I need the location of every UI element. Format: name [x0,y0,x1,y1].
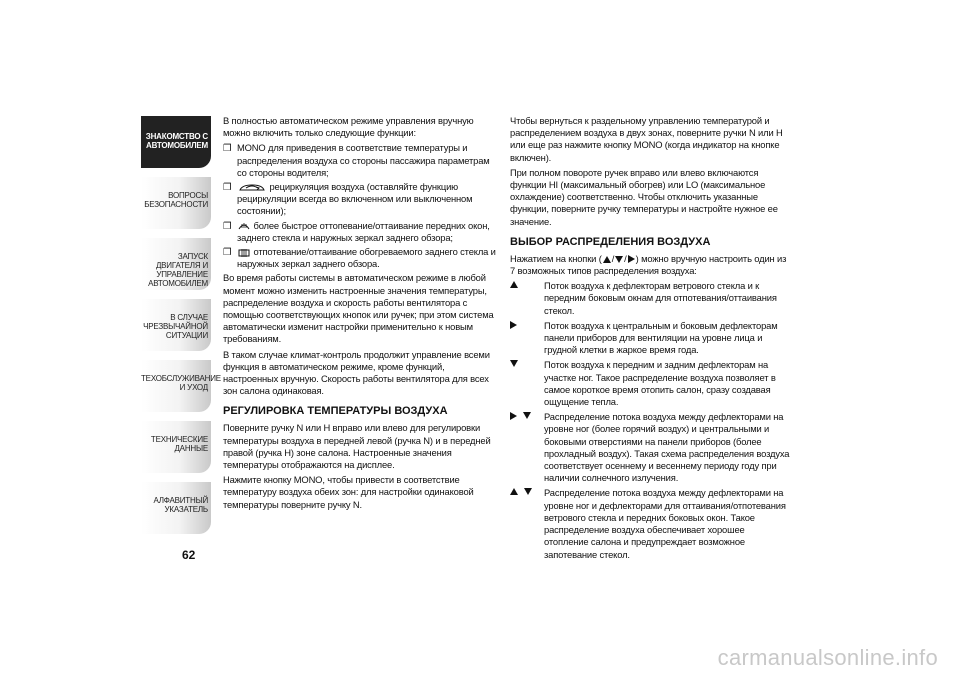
distribution-option [510,359,790,408]
distribution-option [510,411,790,484]
tab-index[interactable] [141,482,211,534]
arrow-up-icon [510,488,518,495]
option-text: Распределение потока воздуха между дефлекторами на уровне ног (более горячий воздух) и центральными и боковыми отверстиями на панели приборов (более прохладный воздух). Такая схема распределения воздуха соответствует осеннему и весеннему периоду году при наличии солнечного излучения. [544,411,790,484]
page-number: 62 [182,548,196,562]
arrow-down-icon [524,488,532,495]
intro-text: ) можно вручную настроить один из 7 возможных типов распределения воздуха: [510,252,787,277]
option-text: Поток воздуха к центральным и боковым дефлекторам панели приборов для вентиляции на уровне лица и грудной клетки в жаркое время года. [544,319,778,356]
list-item-text: рециркуляция воздуха (оставляйте функцию рециркуляции всегда во включенном или выключенном состоянии); [237,181,473,217]
arrow-right-icon [510,412,517,420]
arrow-right-icon [628,255,635,263]
arrow-down-icon [523,412,531,419]
watermark: carmanualsonline.info [717,645,938,670]
paragraph: Чтобы вернуться к раздельному управлению температурой и распределением воздуха в двух зонах, поверните ручки N или H или еще раз нажмите кнопку MONO (когда индикатор на кнопке включен). [510,115,783,163]
bullet-mark: ❒ [223,142,232,154]
tab-label: ТЕХОБСЛУЖИВАНИЕ И УХОД [141,374,221,392]
arrow-down-icon [510,360,518,367]
section-heading: ВЫБОР РАСПРЕДЕЛЕНИЯ ВОЗДУХА [510,235,711,248]
tab-label: ЗАПУСК ДВИГАТЕЛЯ И УПРАВЛЕНИЕ АВТОМОБИЛЕМ [148,252,208,288]
separator: / [611,252,615,264]
option-text: Распределение потока воздуха между дефлекторами на уровне ног и дефлекторами для оттаивания/отпотевания ветрового стекла и передних боковых окон. Такое распределение воздуха обеспечивает хорошее отопление салона и предупреждает возможное запотевание стекол. [544,487,786,560]
list-item [223,142,498,179]
option-text: Поток воздуха к передним и задним дефлекторам на участке ног. Такое распределение воздуха позволяет в самое короткое время отопить салон, сразу создавая ощущение тепла. [544,359,776,408]
tab-label: АЛФАВИТНЫЙ УКАЗАТЕЛЬ [153,496,208,514]
paragraph [510,253,790,277]
list-item-text: более быстрое оттопевание/оттаивание передних окон, заднего стекла и наружных зеркал заднего обзора; [237,219,490,243]
list-item-text: отпотевание/оттаивание обогреваемого заднего стекла и наружных зеркал заднего обзора. [237,246,496,270]
tab-safety[interactable] [141,177,211,229]
arrow-up-icon [603,256,611,263]
intro-paragraph: В полностью автоматическом режиме управления вручную можно включить только следующие функции: [223,115,474,139]
separator: / [624,252,627,264]
list-item [223,220,498,244]
paragraph: Нажмите кнопку MONO, чтобы привести в соответствие температуру воздуха обеих зон: для настройки одинаковой температуры поверните ручку N. [223,474,474,510]
distribution-option [510,280,790,317]
tab-label: В СЛУЧАЕ ЧРЕЗВЫЧАЙНОЙ СИТУАЦИИ [143,313,208,340]
list-item-text: MONO для приведения в соответствие температуры и распределения воздуха со стороны пассажира параметрам со стороны водителя; [237,142,490,178]
recirculation-icon [238,183,266,193]
distribution-option [510,487,790,560]
tab-intro[interactable] [141,116,211,168]
tab-tech-data[interactable] [141,421,211,473]
arrow-up-icon [510,281,518,288]
paragraph: В таком случае климат-контроль продолжит управление всеми функция в автоматическом режиме, кроме функций, настроенных вручную. Скорость работы вентилятора для всех зон салона одинаковая. [223,348,490,397]
chapter-sidebar [141,116,221,543]
bullet-mark: ❒ [223,246,232,258]
arrow-down-icon [615,256,623,263]
tab-maintenance[interactable] [141,360,221,412]
paragraph: Поверните ручку N или H вправо или влево для регулировки температуры воздуха в передней левой (ручка N) и в передней правой (ручка H) зоне салона. Настроенные значения температуры отображаются на дисплее. [223,422,491,471]
tab-starting[interactable] [141,238,211,290]
bullet-mark: ❒ [223,181,232,193]
windshield-defrost-icon [238,221,250,231]
rear-window-defrost-icon [238,248,250,258]
tab-label: ВОПРОСЫ БЕЗОПАСНОСТИ [144,191,208,209]
intro-text: Нажатием на кнопки ( [510,252,602,264]
tab-label: ЗНАКОМСТВО С АВТОМОБИЛЕМ [145,132,208,150]
left-column [223,115,498,514]
list-item [223,246,498,270]
distribution-option [510,320,790,357]
tab-label: ТЕХНИЧЕСКИЕ ДАННЫЕ [150,435,208,453]
list-item [223,181,498,218]
arrow-right-icon [510,321,517,329]
right-column [510,115,790,564]
bullet-mark: ❒ [223,219,232,231]
option-text: Поток воздуха к дефлекторам ветрового стекла и к передним боковым окнам для отпотевания/оттаивания стекол. [544,280,777,316]
section-heading: РЕГУЛИРОВКА ТЕМПЕРАТУРЫ ВОЗДУХА [223,405,448,418]
paragraph: При полном повороте ручек вправо или влево включаются функции HI (максимальный обогрев) или LO (максимальное охлаждение) соответственно. Чтобы отключить указанные функции, поверните ручку температуры и настройте нужное ее значение. [510,166,778,227]
paragraph: Во время работы системы в автоматическом режиме в любой момент можно изменить настроенные значения температуры, распределение воздуха и скорость работы вентилятора с помощью соответствующих кнопок или ручек; при этом система автоматически изменит настройки применительно к новым требованиям. [223,272,494,345]
tab-emergency[interactable] [141,299,211,351]
